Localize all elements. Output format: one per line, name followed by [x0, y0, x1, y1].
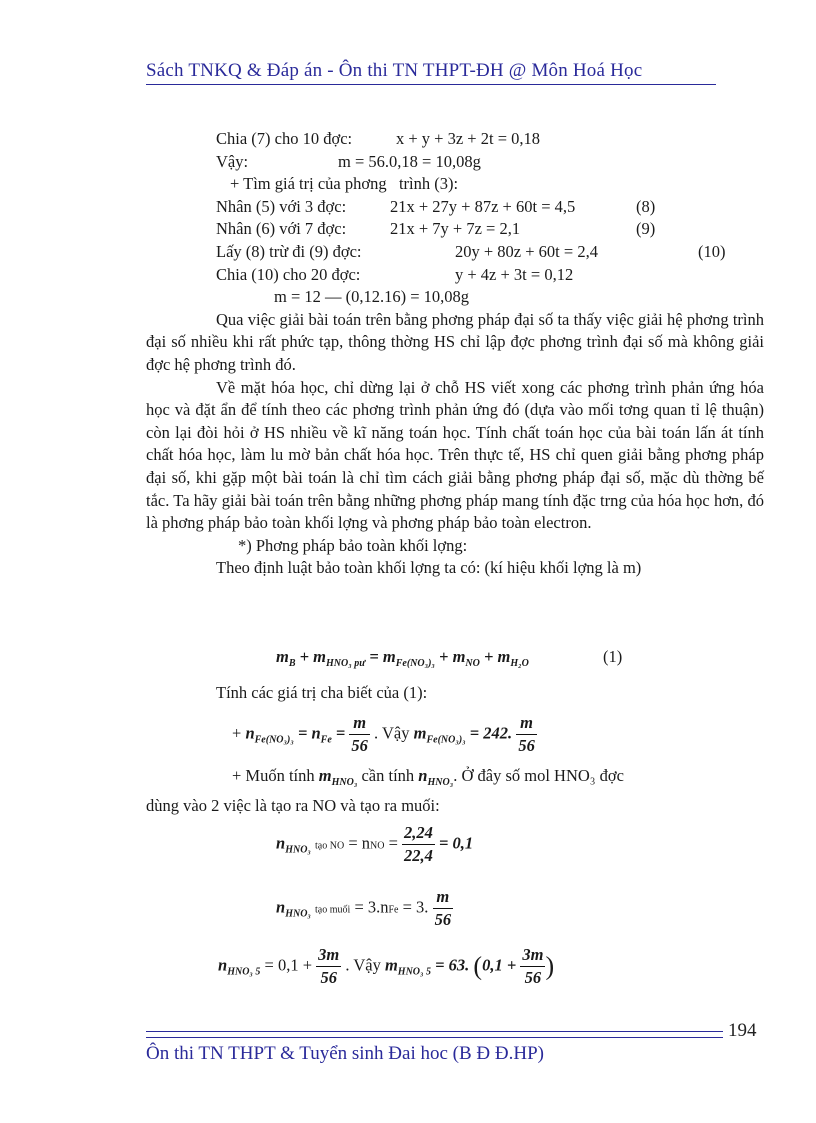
eq3-note: tạo NO [315, 840, 345, 852]
line-4-label: Nhân (5) với 3 đợc: [216, 196, 347, 216]
eq5-m-sub: HNO₃ 5 [397, 966, 432, 978]
main-text [146, 128, 764, 580]
eq3-mid: = n [348, 833, 371, 853]
paragraph-5: Tính các giá trị cha biết của (1): [216, 683, 428, 702]
eq2-vay: . Vậy [374, 723, 410, 743]
equation-5 [218, 944, 554, 989]
eq2-equals: = [297, 723, 308, 743]
line-3 [216, 173, 764, 196]
equation-1: $m_B + m_{HNO_3 pư} = m_{Fe(NO_3)_3} + m_{NO} + m_{H_2O}$ (1) [276, 647, 623, 669]
eq3-fraction: $\frac{2,24}{22,4}$ [404, 823, 433, 865]
eq5-n: n [218, 955, 228, 975]
running-footer: Ôn thi TN THPT & Tuyển sinh Đai hoc (B Đ Đ.HP) [146, 1043, 544, 1064]
eq3-result: = 0,1 [439, 833, 474, 853]
eq5-inner: 0,1 + [482, 955, 517, 975]
eq4-sub: HNO₃ [285, 908, 311, 920]
eq1-m-fe: m [382, 647, 396, 666]
line-4-num: (8) [636, 196, 656, 216]
eq2-plus: + [232, 723, 242, 743]
eq1-plus-1: + [299, 647, 310, 666]
eq1-m-hno3: m [313, 647, 327, 666]
eq5-mid: = 0,1 + [264, 955, 313, 975]
line-8-expr: m = 12 — (0,12.16) = 10,08g [274, 287, 470, 307]
line-1-expr: x + y + 3z + 2t = 0,18 [396, 129, 541, 148]
eq4-n: n [276, 897, 286, 917]
paragraph-4: Theo định luật bảo toàn khối lợng ta có: (kí hiệu khối lợng là m) [216, 558, 642, 578]
eq2-sub-2: Fe [320, 734, 332, 746]
eq1-sub-b: B [288, 658, 296, 669]
line-3-text: + Tìm giá trị của phơng trình (3): [230, 174, 459, 194]
eq4-fraction: $\frac{m}{56}$ [434, 887, 452, 929]
eq5-fraction-2: $\frac{3m}{56}$ [522, 945, 544, 987]
line-2-expr: m = 56.0,18 = 10,08g [338, 151, 481, 171]
eq2-fraction-2: $\frac{m}{56}$ [518, 713, 535, 755]
eq3-mid-sub: NO [370, 840, 385, 852]
line-6 [216, 241, 764, 264]
line-8 [216, 286, 764, 309]
eq4-note: tạo muối [315, 904, 351, 916]
line-6-expr: 20y + 80z + 60t = 2,4 [455, 241, 598, 261]
eq1-sub-hno3: HNO₃ pư [326, 658, 366, 669]
line-5-expr: 21x + 7y + 7z = 2,1 [390, 219, 521, 239]
line-1 [216, 128, 764, 151]
paragraph-3: *) Phơng pháp bảo toàn khối lợng: [238, 535, 468, 555]
eq4-mid2: = 3. [402, 897, 429, 917]
eq2-sub-1: Fe(NO₃)₃ [254, 734, 294, 746]
paragraph-7: dùng vào 2 việc là tạo ra NO và tạo ra muối: [146, 796, 440, 815]
line-7 [216, 264, 764, 287]
eq5-rhs: = 63. [435, 955, 470, 975]
eq2-n-fe: n [311, 723, 321, 743]
eq5-fraction-1: $\frac{3m}{56}$ [318, 945, 340, 987]
p6-text-2: cần tính [361, 766, 415, 785]
line-7-expr: y + 4z + 3t = 0,12 [455, 264, 574, 284]
eq2-rhs: = 242. [469, 723, 513, 743]
eq1-m-no: m [452, 647, 466, 666]
eq5-vay: . Vậy [345, 955, 381, 975]
p6-text-1: + Muốn tính [232, 766, 315, 785]
eq1-label: (1) [602, 647, 623, 666]
eq1-sub-no: NO [465, 658, 480, 669]
eq4-mid-sub: Fe [388, 904, 399, 916]
eq1-sub-h2o: H₂O [510, 658, 529, 669]
page-number: 194 [728, 1020, 757, 1041]
eq3-sub: HNO₃ [285, 844, 311, 856]
eq3-equals: = [388, 833, 398, 853]
line-6-label: Lấy (8) trừ đi (9) đợc: [216, 241, 362, 261]
eq1-sub-fe: Fe(NO₃)₃ [395, 658, 435, 669]
line-2-label: Vậy: [216, 151, 249, 171]
eq5-sub: HNO₃ 5 [227, 966, 261, 978]
line-5-num: (9) [636, 219, 656, 239]
line-5-label: Nhân (6) với 7 đợc: [216, 219, 347, 239]
line-6-num: (10) [698, 241, 726, 261]
eq2-sub-3: Fe(NO₃)₃ [426, 734, 466, 746]
line-4-expr: 21x + 27y + 87z + 60t = 4,5 [390, 196, 576, 216]
eq4-mid: = 3.n [354, 897, 389, 917]
eq2-n-fe-nitrate: n [245, 723, 255, 743]
eq5-paren-close: ) [545, 951, 555, 981]
eq2-m-fe-nitrate: m [413, 723, 427, 743]
p6-text-3: . Ở đây số mol HNO₃ đợc [453, 766, 624, 785]
eq5-m: m [384, 955, 398, 975]
paragraph-6: + Muốn tính $m_{HNO_3}$ cần tính $n_{HNO_3}$. Ở đây số mol HNO₃ đợc [232, 766, 624, 788]
eq1-m-h2o: m [497, 647, 511, 666]
paragraph-2: Về mặt hóa học, chỉ dừng lại ở chỗ HS viết xong các phơng trình phản ứng hóa học và đặt ẩn để tính theo các phơng trình phản ứng đó (dựa vào mối tơng quan tỉ lệ thuận) còn lại đòi hỏi ở HS nhiều về kĩ năng toán học. Tính chất toán học của bài toán lấn át tính chất hóa học, làm lu mờ bản chất hóa học. Trên thực tế, HS chỉ quen giải bằng phơng pháp đại số, khi gặp một bài toán là chỉ tìm cách giải bằng phơng pháp đại số, mặc dù thờng bế tắc. Ta hãy giải bài toán trên bằng những phơng pháp mang tính đặc trng của hóa học hơn, đó là phơng pháp bảo toàn khối lợng và phơng pháp bảo toàn electron. [146, 377, 764, 533]
line-2 [216, 151, 764, 174]
footer-double-rule [146, 1031, 723, 1038]
eq1-equals: = [369, 647, 379, 666]
equation-3 [276, 822, 473, 867]
eq2-fraction-1: $\frac{m}{56}$ [351, 713, 368, 755]
running-header: Sách TNKQ & Đáp án - Ôn thi TN THPT-ĐH @ Môn Hoá Học [146, 60, 716, 85]
line-1-label: Chia (7) cho 10 đợc: [216, 129, 353, 148]
equation-4 [276, 886, 453, 931]
equation-2: + $n_{Fe(NO_3)_3} = n_{Fe}$ = $\frac{m}{56}$ . Vậy $m_{Fe(NO_3)_3} = 242$. $\frac{m}{56}$ [232, 713, 535, 755]
line-4 [216, 196, 764, 219]
eq3-n: n [276, 833, 286, 853]
line-5 [216, 218, 764, 241]
line-7-label: Chia (10) cho 20 đợc: [216, 264, 361, 284]
eq1-m-b: m [276, 647, 289, 666]
paragraph-1: Qua việc giải bài toán trên bằng phơng pháp đại số ta thấy việc giải hệ phơng trình đại số nhiều khi rất phức tạp, thông thờng HS chỉ lập đợc phơng trình đại số mà không giải đợc hệ phơng trình đó. [146, 309, 764, 374]
eq5-paren-open: ( [473, 951, 483, 981]
